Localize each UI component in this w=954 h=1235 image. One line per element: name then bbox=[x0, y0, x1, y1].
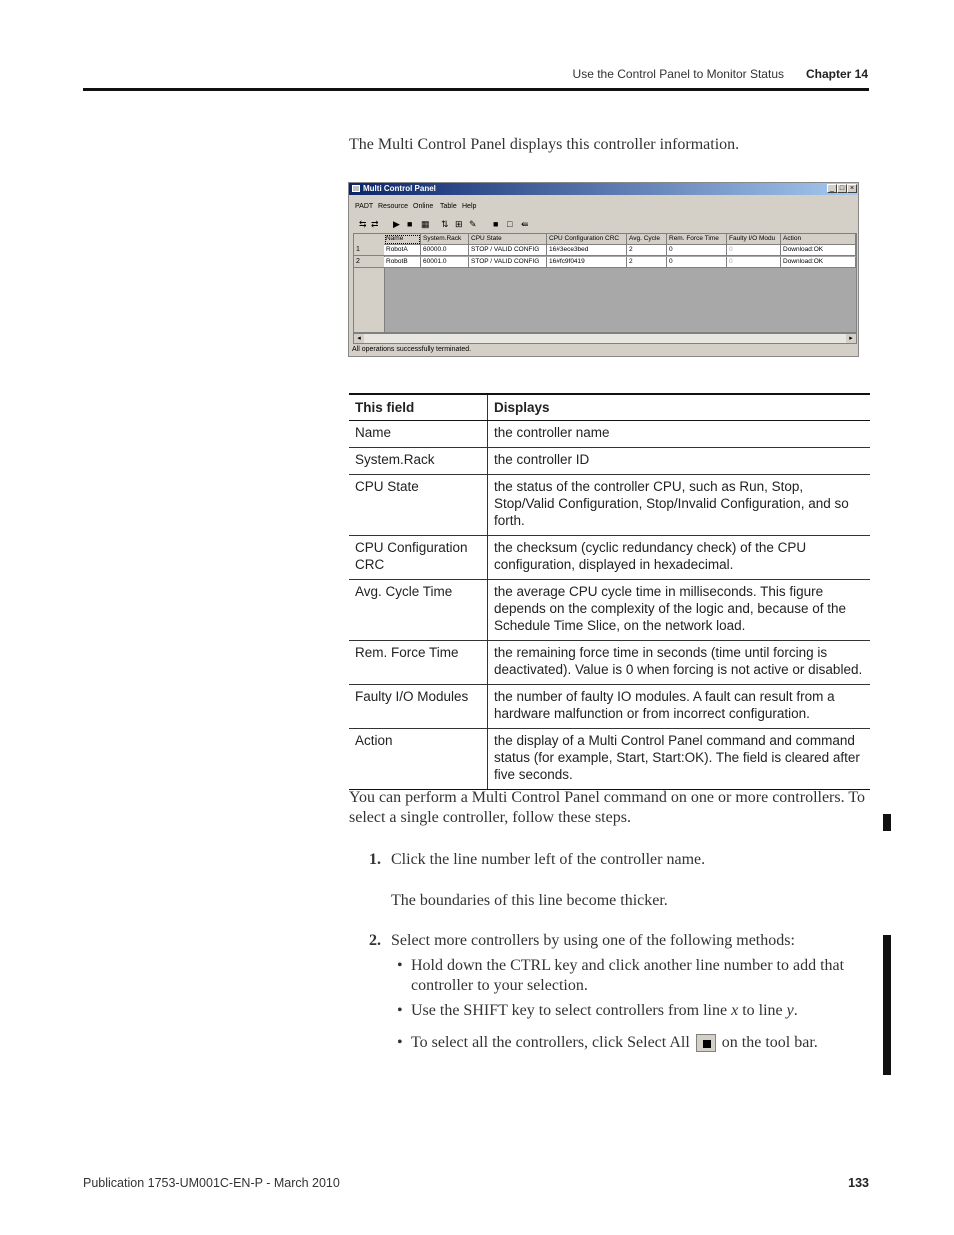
toolbar bbox=[353, 218, 853, 232]
deselect-icon[interactable]: □ bbox=[507, 219, 513, 229]
grid-cell[interactable]: Download:OK bbox=[781, 257, 856, 268]
remove-icon[interactable]: ⇚ bbox=[521, 219, 529, 229]
minimize-icon[interactable]: _ bbox=[827, 184, 837, 193]
table-header-displays: Displays bbox=[488, 394, 871, 421]
status-bar: All operations successfully terminated. bbox=[352, 346, 472, 353]
bullet-select-all-text: To select all the controllers, click Select All bbox=[411, 1034, 690, 1051]
field-description: the controller name bbox=[488, 421, 871, 448]
field-description-table bbox=[349, 393, 870, 790]
table-row bbox=[349, 536, 870, 580]
grid-col-faulty-io[interactable]: Faulty I/O Modu bbox=[727, 234, 781, 245]
window-title: Multi Control Panel bbox=[363, 184, 436, 193]
step-1 bbox=[369, 850, 381, 870]
grid-col-avg-cycle[interactable]: Avg. Cycle bbox=[627, 234, 667, 245]
grid-cell[interactable]: 2 bbox=[627, 257, 667, 268]
field-name: System.Rack bbox=[349, 448, 488, 475]
grid-cell[interactable]: RobotB bbox=[384, 257, 421, 268]
menu-table[interactable]: Table bbox=[440, 203, 457, 210]
field-description: the checksum (cyclic redundancy check) of the CPU configuration, displayed in hexadecimal. bbox=[488, 536, 871, 580]
field-name: Rem. Force Time bbox=[349, 641, 488, 685]
grid-cell[interactable]: STOP / VALID CONFIG bbox=[469, 257, 547, 268]
bullet-shift-text: Use the SHIFT key to select controllers from line bbox=[411, 1002, 732, 1019]
horizontal-scrollbar[interactable] bbox=[353, 333, 857, 344]
grid-col-rem-force[interactable]: Rem. Force Time bbox=[667, 234, 727, 245]
stop-icon[interactable]: ■ bbox=[407, 219, 413, 229]
bullet-select-all-text: on the tool bar. bbox=[721, 1034, 818, 1051]
reload-icon[interactable]: ⊞ bbox=[455, 219, 463, 229]
grid-cell[interactable]: 16#fc9f0419 bbox=[547, 257, 627, 268]
running-header-chapter: Chapter 14 bbox=[805, 67, 868, 81]
bullet-shift-text: to line bbox=[738, 1002, 787, 1019]
grid-cell[interactable]: 60000.0 bbox=[421, 245, 469, 256]
grid-cell[interactable]: 0 bbox=[667, 245, 727, 256]
select-all-icon bbox=[696, 1034, 716, 1052]
download-icon[interactable]: ⇅ bbox=[441, 219, 449, 229]
load-icon[interactable]: ▦ bbox=[421, 219, 430, 229]
field-name: CPU Configuration CRC bbox=[349, 536, 488, 580]
step-2 bbox=[369, 931, 381, 951]
grid-col-action[interactable]: Action bbox=[781, 234, 856, 245]
table-row bbox=[349, 685, 870, 729]
scroll-right-icon[interactable]: ▸ bbox=[846, 334, 856, 343]
field-name: Action bbox=[349, 729, 488, 790]
table-row bbox=[349, 641, 870, 685]
field-description: the controller ID bbox=[488, 448, 871, 475]
field-name: CPU State bbox=[349, 475, 488, 536]
line-x: x bbox=[731, 1002, 739, 1019]
running-header-section: Use the Control Panel to Monitor Status bbox=[572, 67, 784, 81]
grid-col-cpu-state[interactable]: CPU State bbox=[469, 234, 547, 245]
bullet-shift-key bbox=[411, 1001, 861, 1021]
grid-col-system-rack[interactable]: System.Rack bbox=[421, 234, 469, 245]
table-row bbox=[349, 475, 870, 536]
grid-cell[interactable]: Download:OK bbox=[781, 245, 856, 256]
step-2-text: Select more controllers by using one of the following methods: bbox=[391, 932, 795, 949]
select-all-icon[interactable]: ■ bbox=[493, 219, 499, 229]
grid-cell[interactable]: STOP / VALID CONFIG bbox=[469, 245, 547, 256]
line-y: y bbox=[786, 1002, 794, 1019]
menu-online[interactable]: Online bbox=[413, 203, 434, 210]
table-row bbox=[349, 729, 870, 790]
footer-publication: Publication 1753-UM001C-EN-P - March 2010 bbox=[83, 1176, 340, 1190]
grid-cell[interactable]: 2 bbox=[627, 245, 667, 256]
edit-icon[interactable]: ✎ bbox=[469, 219, 477, 229]
field-description: the display of a Multi Control Panel command and command status (for example, Start, Start:OK). The field is cleared after five seconds. bbox=[488, 729, 871, 790]
menu-padt[interactable]: PADT bbox=[355, 203, 374, 210]
window-titlebar bbox=[349, 183, 858, 195]
page-number: 133 bbox=[848, 1176, 869, 1190]
maximize-icon[interactable]: □ bbox=[837, 184, 847, 193]
field-name: Avg. Cycle Time bbox=[349, 580, 488, 641]
field-name: Name bbox=[349, 421, 488, 448]
menu-resource[interactable]: Resource bbox=[378, 203, 408, 210]
grid-col-name[interactable]: Name bbox=[384, 234, 421, 245]
bullet-marker: • bbox=[397, 1002, 403, 1019]
scroll-left-icon[interactable]: ◂ bbox=[354, 334, 364, 343]
bullet-marker: • bbox=[397, 957, 403, 974]
grid-row-number[interactable]: 2 bbox=[354, 257, 384, 268]
grid-cell[interactable]: 0 bbox=[727, 245, 781, 256]
close-icon[interactable]: × bbox=[847, 184, 857, 193]
table-row bbox=[349, 580, 870, 641]
field-description: the remaining force time in seconds (time until forcing is deactivated). Value is 0 when forcing is not active or disabled. bbox=[488, 641, 871, 685]
start-icon[interactable]: ▶ bbox=[393, 219, 400, 229]
field-description: the status of the controller CPU, such as Run, Stop, Stop/Valid Configuration, Stop/Invalid Configuration, and so forth. bbox=[488, 475, 871, 536]
menu-bar bbox=[349, 203, 858, 213]
step-1-note: The boundaries of this line become thicker. bbox=[391, 892, 668, 909]
grid-cell[interactable]: 0 bbox=[667, 257, 727, 268]
bullet-ctrl-key: Hold down the CTRL key and click another line number to add that controller to your selection. bbox=[411, 957, 845, 994]
table-row bbox=[349, 421, 870, 448]
field-name: Faulty I/O Modules bbox=[349, 685, 488, 729]
instruction-paragraph: You can perform a Multi Control Panel command on one or more controllers. To select a single controller, follow these steps. bbox=[349, 789, 865, 826]
controller-grid bbox=[353, 233, 857, 333]
grid-cell[interactable]: RobotA bbox=[384, 245, 421, 256]
table-row bbox=[349, 448, 870, 475]
connect-icon[interactable]: ⇆ bbox=[359, 219, 367, 229]
grid-cell[interactable]: 16#3ece3bed bbox=[547, 245, 627, 256]
change-bar bbox=[883, 935, 891, 1075]
table-header-field: This field bbox=[349, 394, 488, 421]
field-description: the number of faulty IO modules. A fault can result from a hardware malfunction or from incorrect configuration. bbox=[488, 685, 871, 729]
step-number: 2. bbox=[369, 932, 381, 949]
disconnect-icon[interactable]: ⇄ bbox=[371, 219, 379, 229]
bullet-select-all bbox=[411, 1033, 861, 1053]
app-icon bbox=[352, 185, 360, 192]
bullet-marker: • bbox=[397, 1034, 403, 1051]
menu-help[interactable]: Help bbox=[462, 203, 477, 210]
grid-cell[interactable]: 0 bbox=[727, 257, 781, 268]
multi-control-panel-screenshot bbox=[348, 182, 859, 357]
bullet-shift-text: . bbox=[793, 1002, 798, 1019]
field-description: the average CPU cycle time in milliseconds. This figure depends on the complexity of the logic and, because of the Schedule Time Slice, on the network load. bbox=[488, 580, 871, 641]
step-number: 1. bbox=[369, 851, 381, 868]
change-bar bbox=[883, 814, 891, 831]
grid-col-cpu-crc[interactable]: CPU Configuration CRC bbox=[547, 234, 627, 245]
step-1-text: Click the line number left of the controller name. bbox=[391, 851, 706, 868]
intro-text: The Multi Control Panel displays this controller information. bbox=[349, 136, 740, 153]
grid-cell[interactable]: 60001.0 bbox=[421, 257, 469, 268]
grid-row-number[interactable]: 1 bbox=[354, 245, 384, 256]
header-rule bbox=[83, 88, 869, 91]
